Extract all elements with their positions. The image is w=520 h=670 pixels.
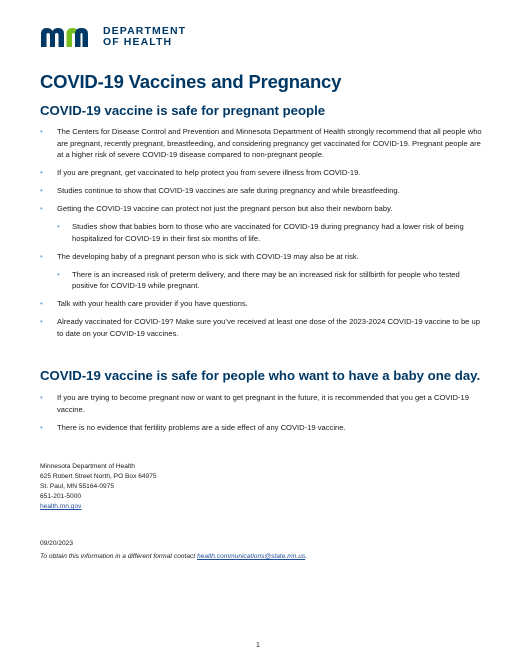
list-subitem: • Studies show that babies born to those who are vaccinated for COVID-19 during pregnancy had a lower risk of being hospitalized for COVID-19 in their first six months of life. (40, 221, 485, 244)
list-item: • Studies continue to show that COVID-19 vaccines are safe during pregnancy and while breastfeeding. (40, 185, 485, 197)
list-item: • If you are trying to become pregnant now or want to get pregnant in the future, it is recommended that you get a COVID-19 vaccine. (40, 392, 485, 415)
contact-phone: 651-201-5000 (40, 493, 82, 501)
contact-block (40, 462, 157, 512)
logo-text-line2: OF HEALTH (103, 36, 173, 48)
list-subitem: • There is an increased risk of preterm delivery, and there may be an increased risk for stillbirth for people who tested positive for COVID-19 while pregnant. (40, 269, 485, 292)
section-heading-pregnant: COVID-19 vaccine is safe for pregnant people (40, 103, 326, 118)
bullet-list-pregnant (40, 126, 485, 346)
alt-format-prefix: To obtain this information in a different format contact (40, 553, 197, 560)
list-item: • If you are pregnant, get vaccinated to help protect you from severe illness from COVID-19. (40, 167, 485, 179)
publication-date: 09/20/2023 (40, 540, 74, 547)
list-item: • Talk with your health care provider if you have questions. (40, 298, 485, 310)
contact-city: St. Paul, MN 55164-0975 (40, 483, 115, 491)
bullet-list-future-pregnancy (40, 392, 485, 440)
website-link[interactable]: health.mn.gov (40, 503, 82, 511)
mdh-logo-mark-icon (40, 27, 96, 47)
alt-format-suffix: . (305, 553, 308, 560)
logo-text-line1: DEPARTMENT (103, 25, 187, 37)
email-link[interactable]: health.communications@state.mn.us (197, 553, 306, 560)
alt-format-notice (40, 553, 307, 560)
logo-text (103, 26, 186, 48)
contact-street: 625 Robert Street North, PO Box 64975 (40, 473, 157, 481)
page-number: 1 (256, 642, 260, 649)
list-item: • Already vaccinated for COVID-19? Make sure you’ve received at least one dose of the 2023-2024 COVID-19 vaccine to be up to date on your COVID-19 vaccines. (40, 316, 485, 339)
page-title: COVID-19 Vaccines and Pregnancy (40, 71, 342, 92)
section-heading-future-pregnancy: COVID-19 vaccine is safe for people who want to have a baby one day. (40, 368, 481, 383)
list-item: • There is no evidence that fertility problems are a side effect of any COVID-19 vaccine. (40, 422, 485, 434)
list-item: • The developing baby of a pregnant person who is sick with COVID-19 may also be at risk. (40, 251, 485, 263)
contact-org: Minnesota Department of Health (40, 463, 135, 470)
list-item: • Getting the COVID-19 vaccine can protect not just the pregnant person but also their newborn baby. (40, 203, 485, 215)
list-item: • The Centers for Disease Control and Prevention and Minnesota Department of Health strongly recommend that all people who are pregnant, recently pregnant, breastfeeding, and considering pregnancy get vaccinated for COVID-19. Pregnant people are at a higher risk of severe COVID-19 disease compared to non-pregnant people. (40, 126, 485, 161)
mdh-logo (40, 26, 186, 48)
